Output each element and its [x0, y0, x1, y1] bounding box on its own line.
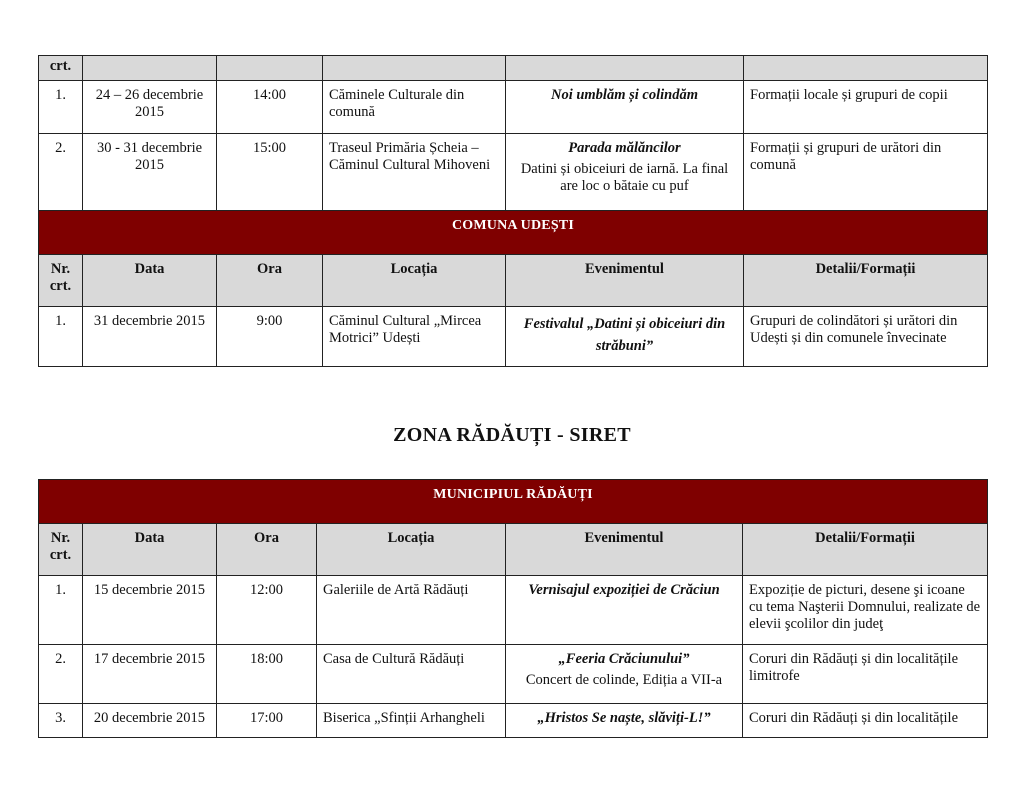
header-detalii: Detalii/Formații: [743, 524, 988, 576]
event-title: Noi umblăm și colindăm: [550, 87, 699, 103]
header-crt: crt.: [39, 56, 83, 81]
event-title: Vernisajul expoziției de Crăciun: [528, 582, 720, 598]
cell-detalii: Grupuri de colindători și urători din Udești și din comunele învecinate: [744, 307, 988, 367]
cell-locatia: Casa de Cultură Rădăuți: [317, 645, 506, 704]
cell-detalii: Formații locale și grupuri de copii: [744, 81, 988, 134]
section-band-radauti: [39, 480, 988, 524]
cell-nr: 2.: [39, 134, 83, 211]
section-title: MUNICIPIUL RĂDĂUȚI: [39, 480, 988, 524]
cell-eveniment: [506, 134, 744, 211]
cell-locatia: Galeriile de Artă Rădăuți: [317, 576, 506, 645]
event-subtitle: Datini și obiceiuri de iarnă. La final are loc o bătaie cu puf: [520, 161, 729, 194]
cell-detalii: Coruri din Rădăuți și din localitățile: [743, 704, 988, 738]
cell-data: 17 decembrie 2015: [83, 645, 217, 704]
cell-ora: 18:00: [217, 645, 317, 704]
header-locatia: Locația: [323, 255, 506, 307]
cell-nr: 2.: [39, 645, 83, 704]
cell-locatia: Căminul Cultural „Mircea Motrici” Udești: [323, 307, 506, 367]
schedule-table-continued: [38, 55, 988, 367]
cell-ora: 15:00: [217, 134, 323, 211]
cell-eveniment: [506, 576, 743, 645]
header-ora: Ora: [217, 524, 317, 576]
table-row: [39, 704, 988, 738]
table-row: [39, 576, 988, 645]
cell-eveniment: [506, 645, 743, 704]
event-title: Parada mălăncilor: [568, 140, 681, 156]
header-nr: Nr. crt.: [39, 255, 83, 307]
schedule-table-radauti: [38, 479, 988, 738]
cell-detalii: Coruri din Rădăuți și din localitățile limitrofe: [743, 645, 988, 704]
event-subtitle: Concert de colinde, Ediția a VII-a: [525, 672, 723, 688]
header-eveniment: Evenimentul: [506, 255, 744, 307]
cell-locatia: Traseul Primăria Șcheia – Căminul Cultural Mihoveni: [323, 134, 506, 211]
cell-nr: 1.: [39, 307, 83, 367]
cell-ora: 14:00: [217, 81, 323, 134]
cell-detalii: Expoziție de picturi, desene şi icoane cu tema Naşterii Domnului, realizate de elevii şcolilor din judeţ: [743, 576, 988, 645]
cell-nr: 1.: [39, 81, 83, 134]
cell-ora: 12:00: [217, 576, 317, 645]
cell-data: 15 decembrie 2015: [83, 576, 217, 645]
cell-ora: 17:00: [217, 704, 317, 738]
cell-eveniment: [506, 307, 744, 367]
table-header: [39, 524, 988, 576]
cell-data: 24 – 26 decembrie 2015: [83, 81, 217, 134]
zone-title: ZONA RĂDĂUȚI - SIRET: [393, 424, 631, 446]
cell-eveniment: [506, 704, 743, 738]
header-data: Data: [83, 524, 217, 576]
header-ora: Ora: [217, 255, 323, 307]
cell-data: 30 - 31 decembrie 2015: [83, 134, 217, 211]
event-title: Festivalul „Datini și obiceiuri din străbuni”: [523, 316, 726, 354]
table-header: [39, 255, 988, 307]
header-locatia: Locația: [317, 524, 506, 576]
event-title: „Hristos Se naște, slăviți-L!”: [537, 710, 711, 726]
cell-data: 31 decembrie 2015: [83, 307, 217, 367]
cell-locatia: Biserica „Sfinții Arhangheli: [317, 704, 506, 738]
section-band-udesti: [39, 211, 988, 255]
cell-detalii: Formații și grupuri de urători din comună: [744, 134, 988, 211]
header-detalii: Detalii/Formații: [744, 255, 988, 307]
cell-data: 20 decembrie 2015: [83, 704, 217, 738]
header-data: Data: [83, 255, 217, 307]
header-eveniment: Evenimentul: [506, 524, 743, 576]
cell-nr: 1.: [39, 576, 83, 645]
table-header-partial: [39, 56, 988, 81]
header-nr: Nr. crt.: [39, 524, 83, 576]
cell-ora: 9:00: [217, 307, 323, 367]
table-row: [39, 645, 988, 704]
cell-eveniment: [506, 81, 744, 134]
section-title: COMUNA UDEȘTI: [39, 211, 988, 255]
event-title: „Feeria Crăciunului”: [558, 651, 690, 667]
cell-nr: 3.: [39, 704, 83, 738]
table-row: [39, 134, 988, 211]
table-row: [39, 307, 988, 367]
table-row: [39, 81, 988, 134]
cell-locatia: Căminele Culturale din comună: [323, 81, 506, 134]
